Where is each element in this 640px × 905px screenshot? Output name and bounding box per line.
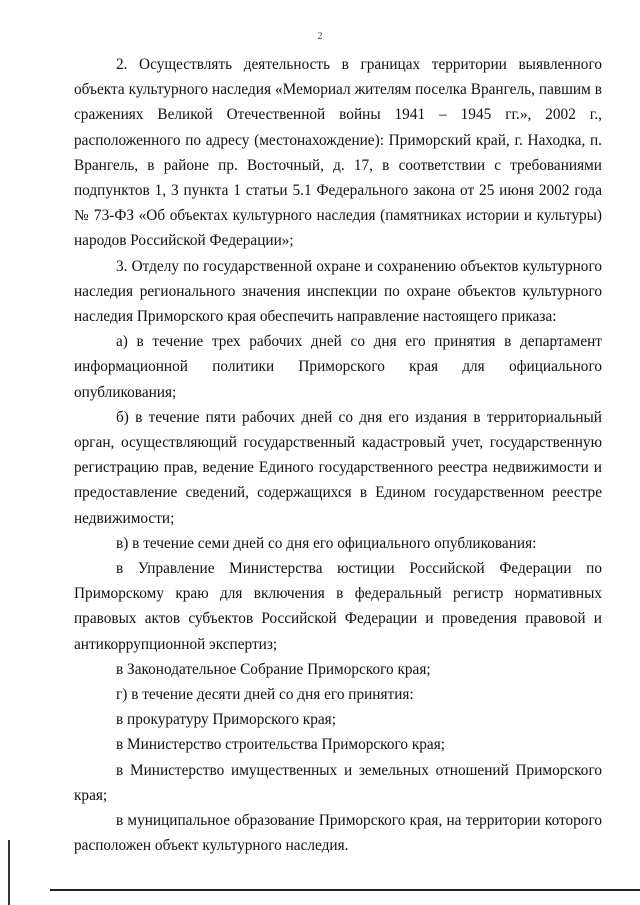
scan-edge-left [8,840,10,905]
subitem-b: б) в течение пяти рабочих дней со дня его издания в территориальный орган, осуществляющий государственный кадастровый учет, государственную регистрацию прав, ведение Единого государственного реестра недвижимости и предоставление сведений, содержащихся в Едином государственном реестре недвижимости; [74,408,602,527]
subitem-g: г) в течение десяти дней со дня его принятия: [116,686,414,704]
recipient-justice-ministry: в Управление Министерства юстиции Российской Федерации по Приморскому краю для включения в федеральный регистр нормативных правовых актов субъектов Российской Федерации и проведения правовой и антикоррупционной экспертиз; [74,560,602,653]
recipient-prosecutor: в прокуратуру Приморского края; [116,711,336,729]
subitem-v: в) в течение семи дней со дня его официального опубликования: [116,534,537,552]
subitem-a: а) в течение трех рабочих дней со дня его принятия в департамент информационной политики Приморского края для официального опубликования; [74,333,602,401]
scan-edge-bottom [50,889,640,891]
paragraph-item-3: 3. Отделу по государственной охране и сохранению объектов культурного наследия регионального значения инспекции по охране объектов культурного наследия Приморского края обеспечить направление настоящего приказа: [74,257,602,326]
document-body [74,52,602,859]
page-number: 2 [317,31,323,42]
recipient-construction-ministry: в Министерство строительства Приморского края; [116,736,445,754]
recipient-property-ministry: в Министерство имущественных и земельных отношений Приморского края; [74,761,602,804]
recipient-legislative-assembly: в Законодательное Собрание Приморского края; [116,660,431,678]
recipient-municipality: в муниципальное образование Приморского края, на территории которого расположен объект культурного наследия. [74,812,602,855]
paragraph-item-2: 2. Осуществлять деятельность в границах территории выявленного объекта культурного наследия «Мемориал жителям поселка Врангель, павшим в сражениях Великой Отечественной войны 1941 – 1945 гг.», 2002 г., расположенного по адресу (местонахождение): Приморский край, г. Находка, п. Врангель, в районе пр. Восточный, д. 17, в соответствии с требованиями подпунктов 1, 3 пункта 1 статьи 5.1 Федерального закона от 25 июня 2002 года № 73-ФЗ «Об объектах культурного наследия (памятниках истории и культуры) народов Российской Федерации»; [74,56,602,250]
